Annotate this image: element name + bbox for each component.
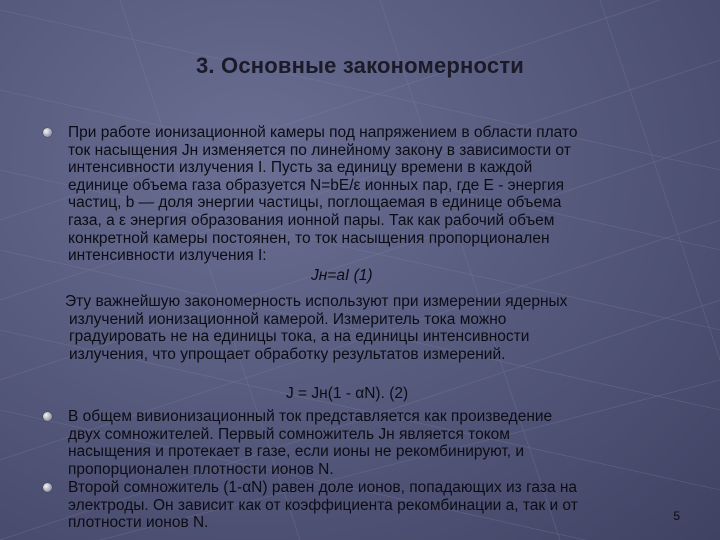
- bullet-icon: [43, 128, 52, 137]
- bullet-icon: [43, 412, 52, 421]
- text-line: единице объема газа образуется N=bE/ε ионных пар, где E - энергия: [68, 176, 565, 194]
- formula-2: J = Jн(1 - αN). (2): [286, 385, 409, 402]
- text-line: частиц, b — доля энергии частицы, поглощаемая в единице объема: [68, 194, 562, 212]
- text-line: конкретной камеры постоянен, то ток насыщения пропорционален: [68, 229, 550, 247]
- text-line: газа, а ε энергия образования ионной пары. Так как рабочий объем: [68, 211, 555, 229]
- text-line: электроды. Он зависит как от коэффициента рекомбинации a, так и от: [68, 496, 578, 514]
- bullet-icon: [43, 483, 52, 492]
- formula-1: Jн=aI (1): [311, 267, 373, 284]
- text-line: плотности ионов N.: [68, 514, 209, 532]
- bullet-2: [48, 408, 658, 478]
- bullet-3: [48, 479, 658, 532]
- text-line: излучений ионизационной камерой. Измеритель тока можно: [69, 310, 507, 328]
- text-line: интенсивности излучения I:: [68, 247, 267, 265]
- text-line: пропорционален плотности ионов N.: [68, 460, 334, 478]
- text-line: Эту важнейшую закономерность используют при измерении ядерных: [65, 293, 568, 310]
- text-line: При работе ионизационной камеры под напряжением в области плато: [68, 124, 578, 141]
- text-line: интенсивности излучения I. Пусть за единицу времени в каждой: [68, 159, 533, 177]
- text-line: градуировать не на единицы тока, а на единицы интенсивности: [69, 328, 530, 346]
- text-line: Второй сомножитель (1-αN) равен доле ионов, попадающих из газа на: [68, 479, 578, 496]
- paragraph: [65, 293, 675, 363]
- text-line: В общем вивионизационный ток представляется как произведение: [68, 408, 553, 425]
- text-line: двух сомножителей. Первый сомножитель Jн является током: [68, 425, 510, 443]
- bullet-1: [48, 124, 658, 265]
- text-line: насыщения и протекает в газе, если ионы не рекомбинируют, и: [68, 443, 525, 461]
- text-line: излучения, что упрощает обработку результатов измерений.: [69, 345, 506, 363]
- page-number: 5: [673, 509, 680, 523]
- slide-title: 3. Основные закономерности: [195, 53, 525, 78]
- text-line: ток насыщения Jн изменяется по линейному закону в зависимости от: [68, 141, 571, 159]
